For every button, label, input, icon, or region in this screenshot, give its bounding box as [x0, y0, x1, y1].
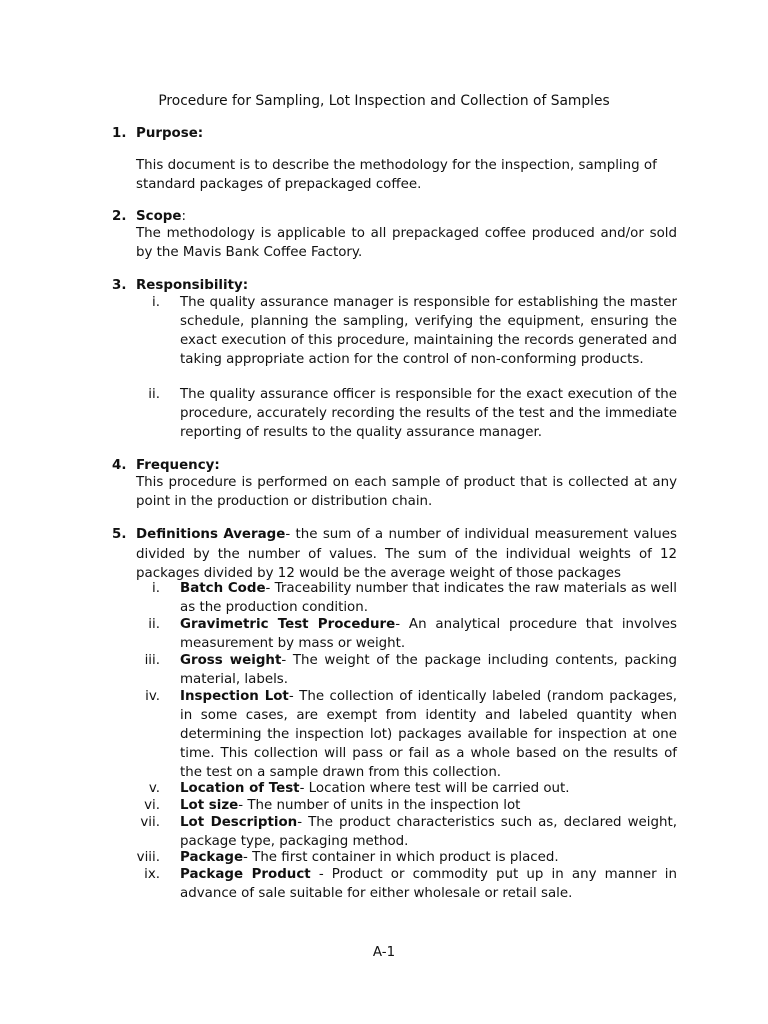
section-number-definitions: 5. [112, 527, 127, 542]
document-title: Procedure for Sampling, Lot Inspection and Collection of Samples [158, 93, 610, 109]
definition-numeral: i. [152, 581, 160, 596]
section-heading-responsibility: Responsibility: [136, 278, 249, 293]
frequency-text: This procedure is performed on each sample of product that is collected at any point in the production or distribution chain. [136, 475, 677, 509]
definition-term-average: Average [223, 527, 286, 542]
definition-term: Location of Test [180, 781, 300, 796]
definition-term: Lot Description [180, 815, 298, 830]
definition-text: - The weight of the package including contents, packing material, labels. [180, 653, 677, 687]
responsibility-item: The quality assurance officer is responsible for the exact execution of the procedure, accurately recording the results of the test and the immediate reporting of results to the quality assurance manager. [180, 387, 677, 440]
scope-heading-colon: : [181, 209, 186, 224]
section-heading-purpose: Purpose: [136, 126, 204, 141]
definition-numeral: vi. [144, 798, 160, 813]
definition-item [180, 813, 677, 851]
section-number-purpose: 1. [112, 126, 127, 141]
definition-numeral: vii. [140, 815, 160, 830]
definition-text-average: - the sum of a number of individual measurement values divided by the number of values. The sum of the individual weights of 12 packages divided by 12 would be the average weight of those packages [136, 527, 677, 581]
definition-term: Inspection Lot [180, 689, 289, 704]
definition-item [180, 687, 677, 782]
section-heading-frequency: Frequency: [136, 458, 220, 473]
definitions-heading: Definitions [136, 527, 218, 542]
definition-numeral: ii. [148, 617, 160, 632]
page-number: A-1 [372, 945, 396, 960]
definition-term: Gross weight [180, 653, 282, 668]
definition-numeral: iii. [144, 653, 160, 668]
definition-text: - The number of units in the inspection lot [238, 798, 521, 813]
definition-term: Package Product [180, 867, 311, 882]
scope-heading-label: Scope [136, 209, 182, 224]
definition-text: - The collection of identically labeled (random packages, in some cases, are exempt from identity and labeled quantity when determining the inspection lot) packages available for inspection at one time. This collection will pass or fail as a whole based on the results of the test on a sample drawn from this collection. [180, 689, 677, 780]
definition-term: Lot size [180, 798, 239, 813]
section-number-scope: 2. [112, 209, 127, 224]
definition-text: - The product characteristics such as, declared weight, package type, packaging method. [180, 815, 678, 849]
scope-text: The methodology is applicable to all prepackaged coffee produced and/or sold by the Mavis Bank Coffee Factory. [136, 226, 677, 260]
purpose-text: This document is to describe the methodology for the inspection, sampling of standard packages of prepackaged coffee. [136, 158, 657, 192]
definition-item [180, 579, 677, 617]
definition-numeral: ix. [144, 867, 160, 882]
definition-term: Gravimetric Test Procedure [180, 617, 396, 632]
definition-text: - Traceability number that indicates the raw materials as well as the production condition. [180, 581, 677, 615]
responsibility-numeral: ii. [148, 387, 160, 402]
definition-numeral: v. [148, 781, 160, 796]
definition-text: - Product or commodity put up in any manner in advance of sale suitable for either wholesale or retail sale. [180, 867, 677, 901]
definition-item [180, 615, 677, 653]
definition-numeral: viii. [136, 850, 160, 865]
section-number-frequency: 4. [112, 458, 127, 473]
definitions-lead [136, 525, 677, 584]
definition-item [180, 865, 677, 903]
definition-numeral: iv. [145, 689, 160, 704]
definition-text: - Location where test will be carried out. [299, 781, 570, 796]
responsibility-item: The quality assurance manager is responsible for establishing the master schedule, planning the sampling, verifying the equipment, ensuring the exact execution of this procedure, maintaining the records generated and taking appropriate action for the control of non-conforming products. [180, 295, 677, 367]
definition-term: Batch Code [180, 581, 266, 596]
section-number-responsibility: 3. [112, 278, 127, 293]
responsibility-numeral: i. [152, 295, 160, 310]
definition-text: - The first container in which product is placed. [243, 850, 559, 865]
definition-term: Package [180, 850, 244, 865]
definition-item [180, 651, 677, 689]
definition-text: - An analytical procedure that involves measurement by mass or weight. [180, 617, 677, 651]
